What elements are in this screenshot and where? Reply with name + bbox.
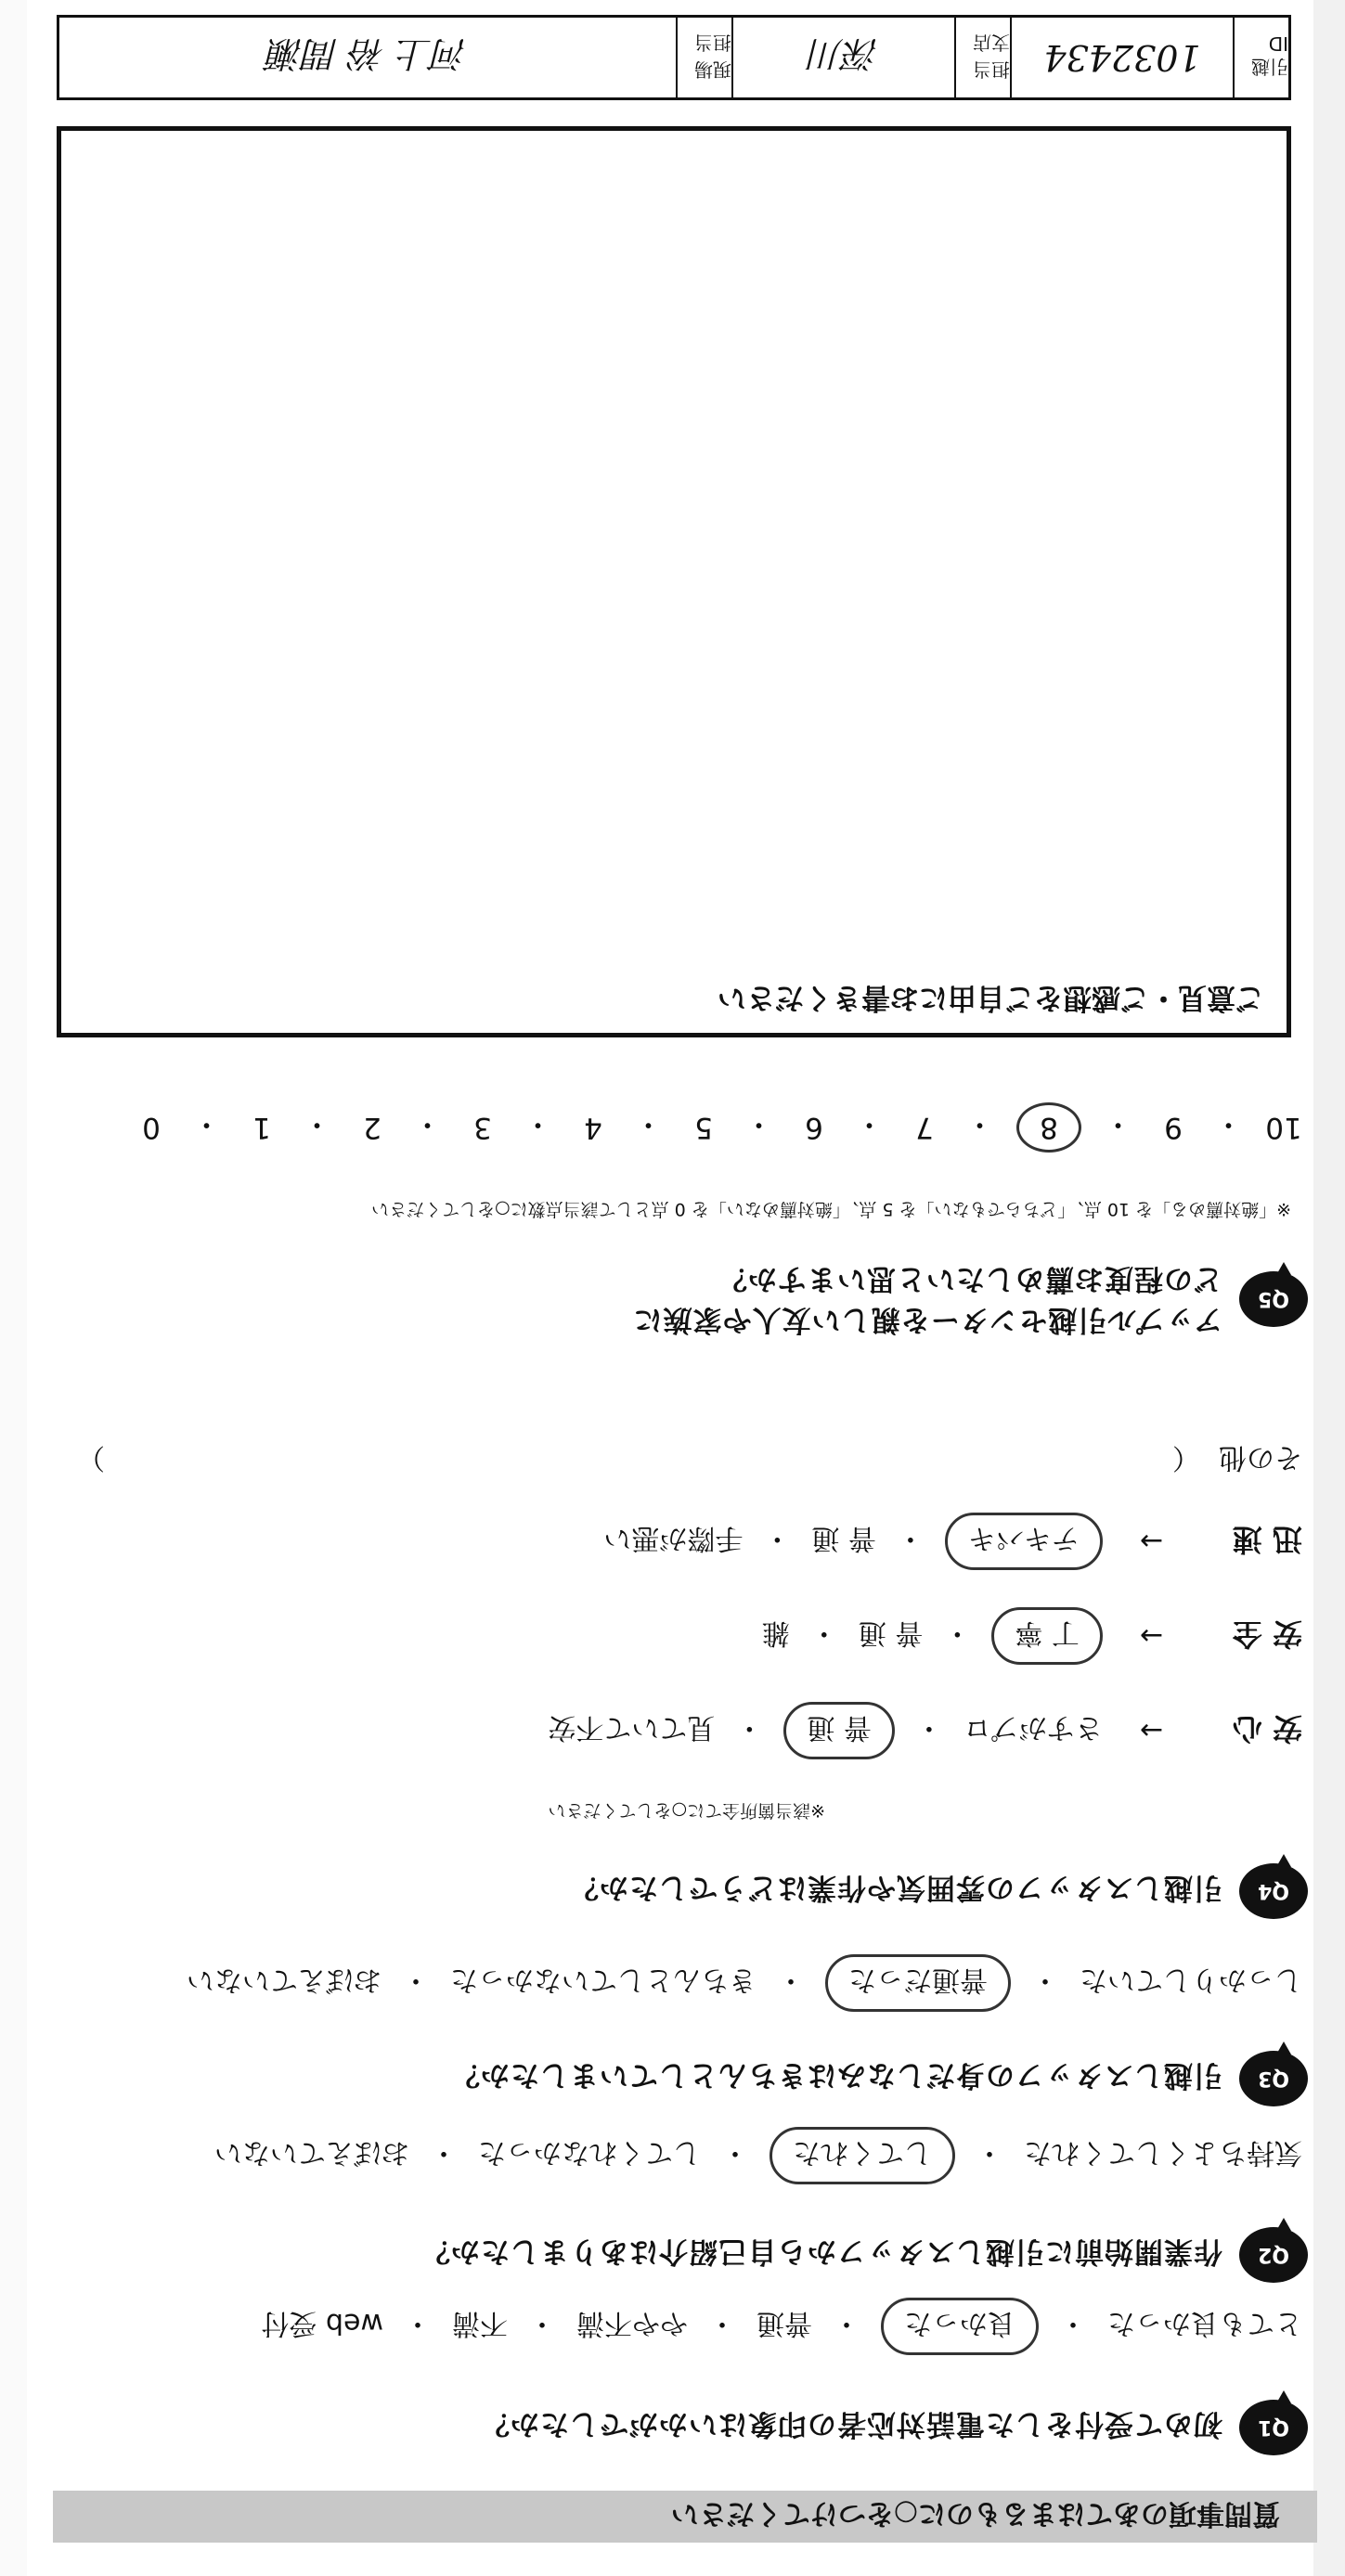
q4-option[interactable]: 普 通 [858,1616,924,1649]
q4-other-label: その他 [1219,1441,1302,1474]
branch-label: 担当支店 [954,18,1010,97]
q5-note: ※「絶対薦める」を 10 点、「どちらでもない」を 5 点、「絶対薦めない」を 0 点として該当点数に○をしてください [371,1199,1291,1219]
question-5 [633,1258,1308,1340]
q4-note: ※該当箇所全てに○をしてください [548,1800,825,1821]
score-option[interactable]: 1 [252,1111,271,1144]
score-option[interactable]: 10 [1265,1111,1302,1144]
q2-option[interactable]: してくれなかった [478,2136,701,2169]
q4-option-selected[interactable]: 丁 寧 [991,1607,1103,1665]
q2-option[interactable]: おぼえていない [214,2136,409,2169]
scan-edge-left [1313,0,1345,2576]
q4-option[interactable]: 雑 [761,1616,790,1649]
q2-badge: Q2 [1239,2227,1308,2283]
score-option[interactable]: 2 [363,1111,382,1144]
score-option[interactable]: 6 [805,1111,823,1144]
score-option[interactable]: 3 [473,1111,492,1144]
q3-option[interactable]: おぼえていない [187,1964,382,1996]
arrow-icon: → [1139,1619,1163,1653]
q1-option-selected[interactable]: 良かった [881,2298,1039,2355]
q4-option[interactable]: 見ていて不安 [548,1711,716,1744]
instruction-banner [53,2491,1317,2543]
score-option[interactable]: 5 [694,1111,713,1144]
q5-text-line1: アップル引越センターを親しい友人や家族に [632,1303,1222,1336]
arrow-icon: → [1139,1525,1163,1558]
q1-options: とても良かった ・ 良かった ・ 普通 ・ やや不満 ・ 不満 ・ web 受付 [261,2298,1302,2355]
q3-badge: Q3 [1239,2051,1308,2106]
q1-option[interactable]: やや不満 [576,2307,688,2339]
q3-option[interactable]: きちんとしていなかった [450,1964,757,1996]
scan-edge-right [0,0,27,2576]
q4-text: 引越しスタッフの雰囲気や作業はどうでしたか？ [569,1871,1222,1905]
q4-option-selected[interactable]: テキパキ [945,1513,1103,1570]
score-option[interactable]: 7 [915,1111,934,1144]
q1-badge: Q1 [1239,2400,1308,2455]
branch-value: 深川 [731,18,954,97]
q1-text: 初めて受付をした電話対応者の印象はいかがでしたか？ [480,2407,1222,2441]
q1-option[interactable]: 普通 [757,2307,812,2339]
score-option[interactable]: 9 [1164,1111,1183,1144]
q1-option[interactable]: 不満 [452,2307,508,2339]
q4-row-label: 安 心 [1232,1711,1302,1746]
q4-option[interactable]: 手際が悪い [603,1522,744,1554]
q2-option-selected[interactable]: してくれた [769,2127,955,2184]
q3-text: 引越しスタッフの身だしなみはきちんとしていましたか？ [450,2058,1222,2093]
q2-options: 気持ちよくしてくれた ・ してくれた ・ してくれなかった ・ おぼえていない [214,2127,1302,2184]
score-option[interactable]: 0 [142,1111,161,1144]
q4-row-anzen: 安 全 → 丁 寧 ・ 普 通 ・ 雑 [762,1607,1302,1665]
q4-other [77,1440,1302,1481]
q5-scale: 10 ・ 9 ・ 8 ・ 7 ・ 6 ・ 5 ・ 4 ・ 3 ・ 2 ・ 1 ・ 0 [133,1102,1302,1153]
question-1 [480,2400,1308,2455]
move-id-label: 引越 ID [1233,18,1288,97]
q4-row-anshin: 安 心 → さすがプロ ・ 普 通 ・ 見ていて不安 [548,1702,1302,1759]
q4-option[interactable]: 普 通 [811,1522,876,1554]
q4-option[interactable]: さすがプロ [963,1711,1103,1744]
q3-options: しっかりしていた ・ 普通だった ・ きちんとしていなかった ・ おぼえていない [187,1954,1302,2012]
feedback-box[interactable] [57,126,1291,1037]
leader-label: 現場担当 [676,18,731,97]
q1-option[interactable]: web 受付 [261,2307,383,2339]
q1-option[interactable]: とても良かった [1107,2307,1302,2339]
q2-text: 作業開始前に引越しスタッフから自己紹介はありましたか？ [420,2235,1222,2269]
q4-row-jinsoku: 迅 速 → テキパキ ・ 普 通 ・ 手際が悪い [603,1513,1302,1570]
q4-other-open: （ [1172,1441,1200,1474]
question-4 [569,1863,1308,1919]
arrow-icon: → [1139,1714,1163,1747]
q4-badge: Q4 [1239,1863,1308,1919]
score-option[interactable]: 4 [584,1111,602,1144]
feedback-title: ご意見・ご感想をご自由にお書きください [718,981,1264,1014]
q2-option[interactable]: 気持ちよくしてくれた [1024,2136,1302,2169]
info-strip [57,15,1291,100]
q5-badge: Q5 [1239,1271,1308,1327]
question-3 [450,2051,1308,2106]
q4-row-label: 安 全 [1232,1616,1302,1652]
question-2 [420,2227,1308,2283]
move-id-value: 1032434 [1010,18,1233,97]
score-option-selected[interactable]: 8 [1016,1102,1081,1153]
q3-option[interactable]: しっかりしていた [1080,1964,1302,1996]
q4-other-close: ） [77,1441,105,1474]
q4-option-selected[interactable]: 普 通 [783,1702,895,1759]
q5-text-line2: どの程度お薦めしたいと思いますか？ [718,1262,1222,1295]
q4-row-label: 迅 速 [1232,1522,1302,1557]
leader-value: 河上 裕 間瀬 [267,33,468,75]
q3-option-selected[interactable]: 普通だった [825,1954,1011,2012]
instruction-text: 質問事項のあてはまるものに○をつけてください [670,2497,1280,2530]
